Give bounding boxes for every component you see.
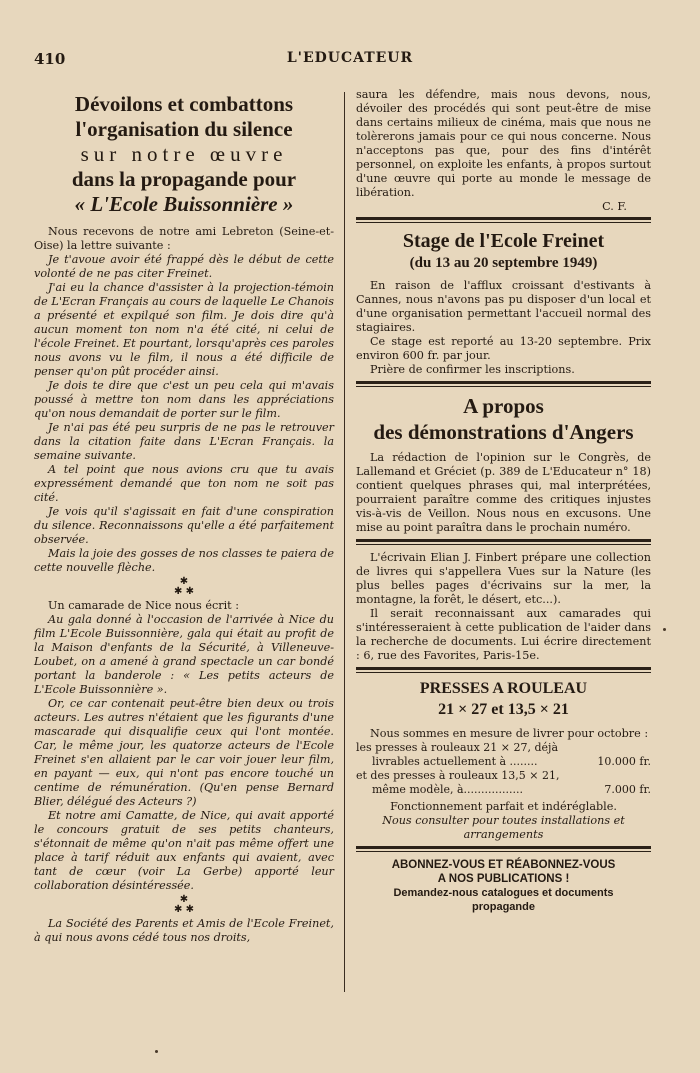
paragraph: La Société des Parents et Amis de l'Ecole Freinet, à qui nous avons cédé tous nos droits, [34, 917, 334, 944]
paragraph: Je t'avoue avoir été frappé dès le début de cette volonté de ne pas citer Freinet. [34, 253, 334, 280]
price-row [356, 741, 651, 755]
paragraph: J'ai eu la chance d'assister à la projection-témoin de L'Ecran Français au cours de laquelle Le Chanois a présenté et expilqué son film. Je dois dire qu'à aucun moment ton nom n'a été cité, ni celui de l'école Freinet. Et pourtant, lorsqu'après ces paroles nous avons vu le film, il nous a été difficile de penser qu'on pût procéder ainsi. [34, 281, 334, 378]
title-line: dans la propagande pour [71, 167, 297, 191]
paragraph: Je dois te dire que c'est un peu cela qui m'avais poussé à mettre ton nom dans les appréciations qu'on nous demandait de porter sur le film. [34, 379, 334, 420]
price-label: même modèle, à................. [372, 783, 524, 796]
paragraph: Nous consulter pour toutes installations et arrangements [382, 814, 625, 841]
divider [356, 544, 651, 545]
divider [356, 851, 651, 852]
divider [356, 667, 651, 670]
title-line: « L'Ecole Buissonnière » [74, 192, 294, 216]
column-divider [344, 92, 345, 992]
paragraph: Fonctionnement parfait et indéréglable. [390, 800, 617, 813]
paragraph: La rédaction de l'opinion sur le Congrès, de Lallemand et Gréciet (p. 389 de L'Educateur n° 18) contient quelques phrases qui, mal interprétées, pourraient paraître comme des critiques injustes vis-à-vis de Veillon. Nous nous en excusons. Une mise au point paraîtra dans le prochain numéro. [356, 451, 651, 534]
paragraph: En raison de l'afflux croissant d'estivants à Cannes, nous n'avons pas pu disposer d'un local et d'une organisation permettant l'accueil normal des stagiaires. [356, 279, 651, 334]
paragraph: L'écrivain Elian J. Finbert prépare une collection de livres qui s'appellera Vues sur la Nature (les plus belles pages d'écrivains sur la mer, la montagne, la forêt, le désert, etc...). [356, 551, 651, 606]
paragraph: Au gala donné à l'occasion de l'arrivée à Nice du film L'Ecole Buissonnière, gala qui était au profit de la Maison d'enfants de la Sécurité, à Villeneuve-Loubet, on a amené à grand spectacle un car bondé portant la banderole : « Les petits acteurs de L'Ecole Buissonnière ». [34, 613, 334, 696]
title-line: l'organisation du silence [75, 117, 293, 141]
divider [356, 217, 651, 220]
paragraph: Prière de confirmer les inscriptions. [370, 363, 575, 376]
left-column [34, 88, 334, 945]
running-title: L'EDUCATEUR [286, 50, 414, 66]
paragraph: Je vois qu'il s'agissait en fait d'une conspiration du silence. Reconnaissons qu'elle a été parfaitement observée. [34, 505, 334, 546]
page-header [30, 50, 670, 70]
subscribe-line: ABONNEZ-VOUS ET RÉABONNEZ-VOUS [391, 859, 616, 871]
angers-title-2: des démonstrations d'Angers [373, 420, 634, 444]
paragraph: saura les défendre, mais nous devons, nous, dévoiler des procédés qui sont peut-être de mise dans certains milieux de cinéma, mais que nous ne tolèrerons jamais pour ce qui nous concerne. Nous n'acceptons pas que, pour des fins d'intérêt personnel, on exploite les enfants, à propos surtout d'une œuvre qui porte au monde le message de libération. [356, 88, 651, 199]
paper-speck [663, 628, 666, 631]
subscribe-line: A NOS PUBLICATIONS ! [437, 873, 570, 885]
paragraph: Nous recevons de notre ami Lebreton (Seine-et-Oise) la lettre suivante : [34, 225, 334, 252]
divider [356, 539, 651, 542]
title-line: Dévoilons et combattons [74, 92, 294, 116]
paragraph: Ce stage est reporté au 13-20 septembre. Prix environ 600 fr. par jour. [356, 335, 651, 362]
signature: C. F. [602, 200, 627, 213]
section-stars: ✱ ✱ ✱ [174, 576, 194, 597]
price-value: 7.000 fr. [604, 783, 651, 796]
price-row [356, 769, 651, 783]
stage-title: Stage de l'Ecole Freinet [402, 230, 605, 252]
stage-subtitle: (du 13 au 20 septembre 1949) [409, 255, 598, 271]
section-stars: ✱ ✱ ✱ [174, 894, 194, 915]
price-value: 10.000 fr. [597, 755, 651, 768]
price-label: les presses à rouleaux 21 × 27, déjà [356, 741, 559, 754]
price-row [356, 755, 651, 769]
angers-title-1: A propos [463, 394, 544, 418]
paragraph: Je n'ai pas été peu surpris de ne pas le retrouver dans la citation faite dans L'Ecran Français. la semaine suivante. [34, 421, 334, 462]
subscribe-line: Demandez-nous catalogues et documents [393, 887, 614, 899]
article-title [34, 92, 334, 217]
subscribe-line: propagande [472, 901, 535, 913]
page-number: 410 [34, 50, 66, 68]
paragraph: Il serait reconnaissant aux camarades qui s'intéresseraient à cette publication de l'aider dans la recherche de documents. Lui écrire directement : 6, rue des Favorites, Paris-15e. [356, 607, 651, 662]
price-row [356, 783, 651, 797]
right-column [356, 88, 651, 914]
title-line: sur notre œuvre [80, 142, 288, 166]
presses-title: PRESSES A ROULEAU [419, 680, 588, 697]
divider [356, 386, 651, 387]
presses-subtitle: 21 × 27 et 13,5 × 21 [438, 701, 569, 718]
divider [356, 846, 651, 849]
price-label: livrables actuellement à ........ [372, 755, 538, 768]
divider [356, 222, 651, 223]
paragraph: Et notre ami Camatte, de Nice, qui avait apporté le concours gratuit de ses petits chanteurs, s'étonnait de même qu'on n'ait pas même offert une place à tarif réduit aux enfants qui avaient, avec tant de cœur (voir La Gerbe) apporté leur collaboration désintéressée. [34, 809, 334, 892]
paragraph: Mais la joie des gosses de nos classes te paiera de cette nouvelle flèche. [34, 547, 334, 574]
price-label: et des presses à rouleaux 13,5 × 21, [356, 769, 560, 782]
divider [356, 381, 651, 384]
paper-speck [155, 1050, 158, 1053]
paragraph: Nous sommes en mesure de livrer pour octobre : [370, 727, 649, 740]
paragraph: Or, ce car contenait peut-être bien deux ou trois acteurs. Les autres n'étaient que les figurants d'une mascarade qui disqualifie ceux qui l'ont montée. Car, le même jour, les quatorze acteurs de l'Ecole Freinet s'en allaient par le car voir jouer leur film, en payant — eux, qui n'ont pas encore touché un centime de rémunération. (Qu'en pense Bernard Blier, délégué des Acteurs ?) [34, 697, 334, 808]
paragraph: A tel point que nous avions cru que tu avais expressément demandé que ton nom ne soit pas cité. [34, 463, 334, 504]
divider [356, 672, 651, 673]
paragraph: Un camarade de Nice nous écrit : [48, 599, 239, 612]
